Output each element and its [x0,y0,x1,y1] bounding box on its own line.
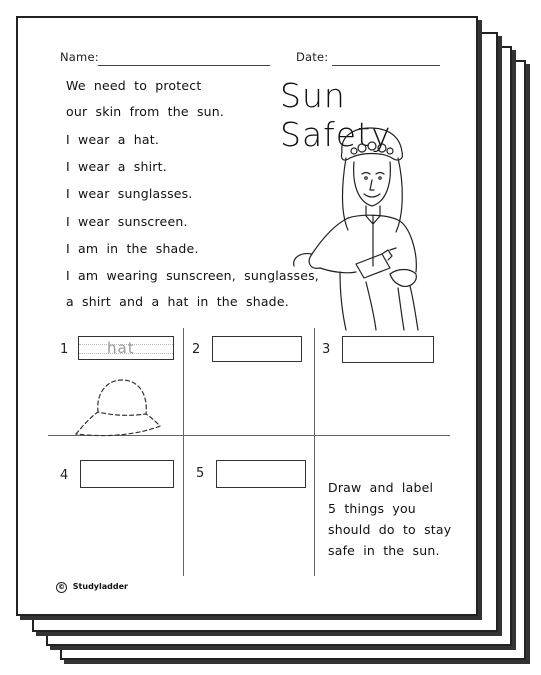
answer-box-5[interactable] [216,460,306,488]
text-line: We need to protect [66,78,202,93]
footer-brand [56,582,128,593]
date-label: Date: [296,50,329,64]
date-field[interactable] [332,65,440,66]
girl-applying-sunscreen-illustration [270,122,440,332]
text-line: I am wearing sunscreen, sunglasses, [66,268,319,283]
text-line: I wear a shirt. [66,159,167,174]
item-number-5: 5 [196,466,205,481]
brand-name: Studyladder [72,582,128,591]
item-number-3: 3 [322,342,331,357]
answer-box-4[interactable] [80,460,174,488]
text-line: a shirt and a hat in the shade. [66,294,289,309]
grid-divider-vertical-1 [183,328,184,576]
worksheet-page [16,16,478,616]
text-line: our skin from the sun. [66,104,225,119]
text-line: I am in the shade. [66,241,199,256]
instruction-line: should do to stay [328,522,452,537]
dotted-hat-tracing-icon [70,372,170,442]
instruction-line: safe in the sun. [328,543,440,558]
copyright-icon: © [58,583,65,591]
instruction-line: 5 things you [328,501,416,516]
answer-box-3[interactable] [342,336,434,363]
traced-word: hat [107,339,135,357]
worksheet-title: Sun Safety [280,76,392,154]
text-line: I wear sunglasses. [66,186,193,201]
item-number-2: 2 [192,342,201,357]
instruction-line: Draw and label [328,480,434,495]
answer-box-2[interactable] [212,336,302,362]
item-number-1: 1 [60,342,69,357]
grid-divider-vertical-2 [314,328,315,576]
item-number-4: 4 [60,468,69,483]
name-field[interactable] [98,65,270,66]
text-line: I wear sunscreen. [66,214,188,229]
answer-box-1[interactable] [78,336,174,360]
name-label: Name: [60,50,99,64]
text-line: I wear a hat. [66,132,160,147]
